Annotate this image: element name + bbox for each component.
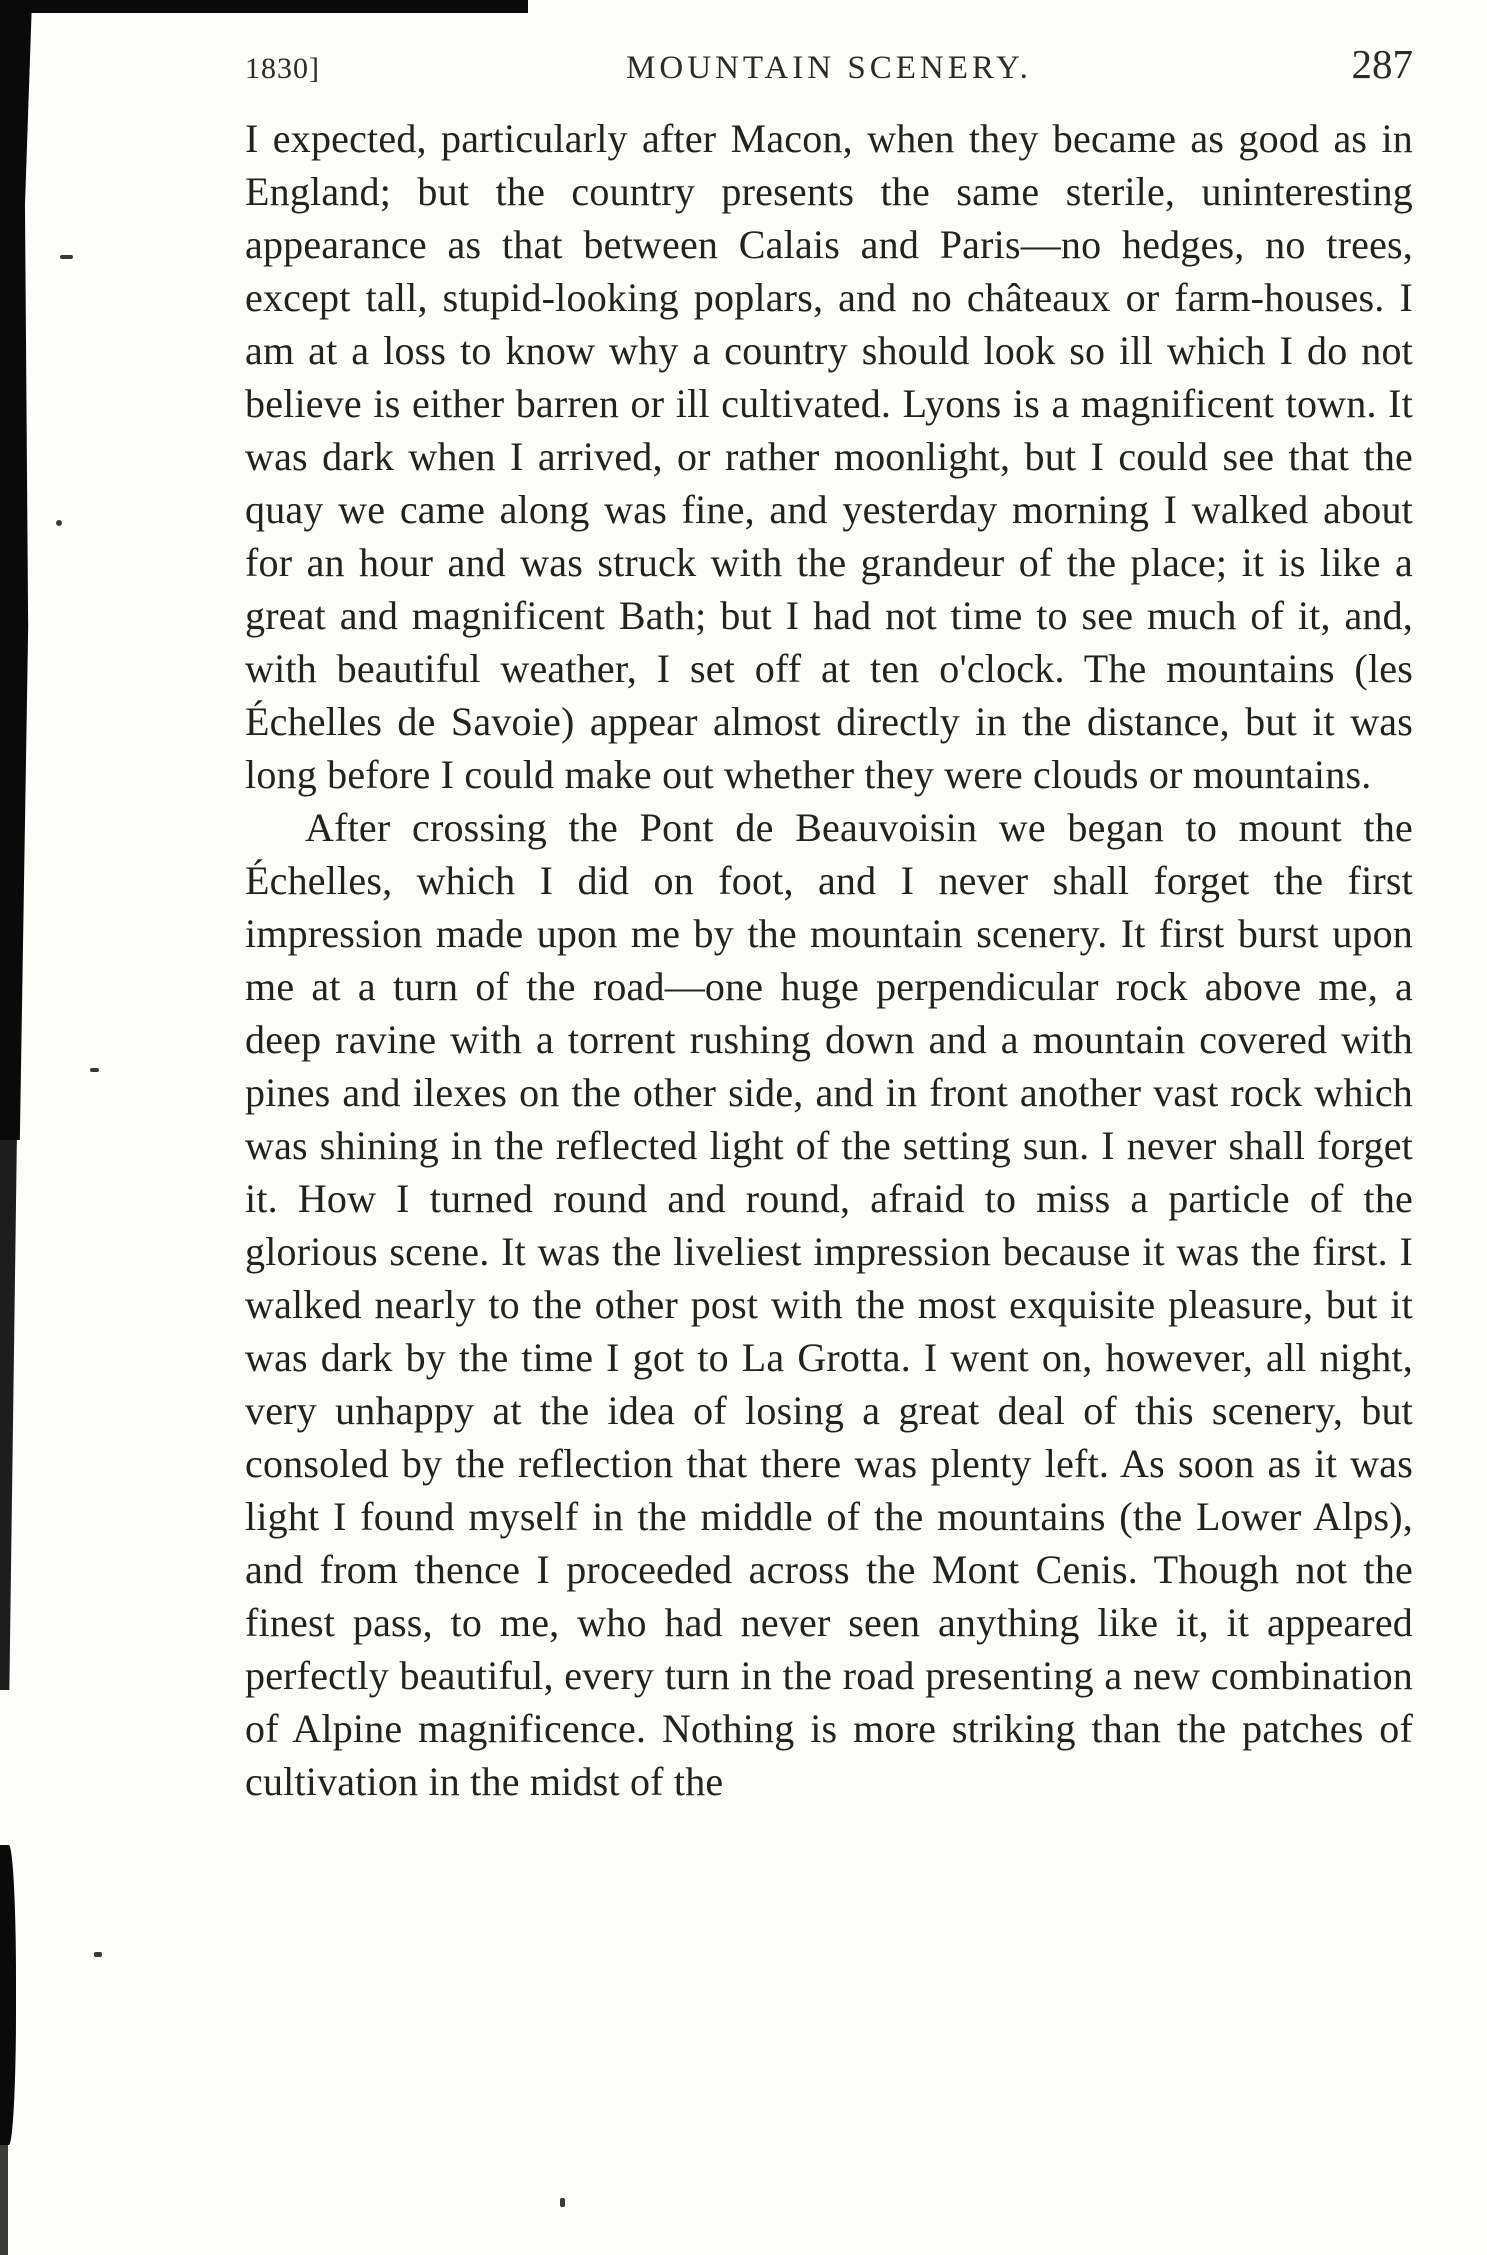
- page-title: MOUNTAIN SCENERY.: [626, 50, 1032, 86]
- paragraph-continuation: I expected, particularly after Macon, when they became as good as in England; but the country presents the same sterile, uninteresting appearance as that between Calais and Paris—no hedges, no trees, except tall, stupid-looking poplars, and no châteaux or farm-houses. I am at a loss to know why a country should look so ill which I do not believe is either barren or ill cultivated. Lyons is a magnificent town. It was dark when I arrived, or rather moonlight, but I could see that the quay we came along was fine, and yesterday morning I walked about for an hour and was struck with the grandeur of the place; it is like a great and magnificent Bath; but I had not time to see much of it, and, with beautiful weather, I set off at ten o'clock. The mountains (les Échelles de Savoie) appear almost directly in the distance, but it was long before I could make out whether they were clouds or mountains.: [245, 116, 1413, 797]
- page-body: [245, 112, 1413, 1808]
- scan-artifact-left-binding: [0, 0, 32, 1140]
- scan-speck: [56, 520, 62, 526]
- paragraph: After crossing the Pont de Beauvoisin we began to mount the Échelles, which I did on foot, and I never shall forget the first impression made upon me by the mountain scenery. It first burst upon me at a turn of the road—one huge perpendicular rock above me, a deep ravine with a torrent rushing down and a mountain covered with pines and ilexes on the other side, and in front another vast rock which was shining in the reflected light of the setting sun. I never shall forget it. How I turned round and round, afraid to miss a particle of the glorious scene. It was the liveliest impression because it was the first. I walked nearly to the other post with the most exquisite pleasure, but it was dark by the time I got to La Grotta. I went on, however, all night, very unhappy at the idea of losing a great deal of this scenery, but consoled by the reflection that there was plenty left. As soon as it was light I found myself in the middle of the mountains (the Lower Alps), and from thence I proceeded across the Mont Cenis. Though not the finest pass, to me, who had never seen anything like it, it appeared perfectly beautiful, every turn in the road presenting a new combination of Alpine magnificence. Nothing is more striking than the patches of cultivation in the midst of the: [245, 805, 1413, 1804]
- scan-speck: [60, 255, 73, 259]
- scan-artifact-left-binding: [0, 1845, 16, 2145]
- page-header: [245, 40, 1413, 88]
- scan-speck: [90, 1068, 99, 1072]
- scan-artifact-left-binding: [0, 2120, 8, 2255]
- page-number: 287: [1351, 41, 1413, 87]
- scan-artifact-top-edge: [0, 0, 528, 13]
- scan-artifact-left-binding: [0, 1130, 17, 1690]
- header-year: 1830]: [245, 52, 320, 85]
- scan-speck: [560, 2198, 565, 2207]
- scan-speck: [94, 1952, 102, 1957]
